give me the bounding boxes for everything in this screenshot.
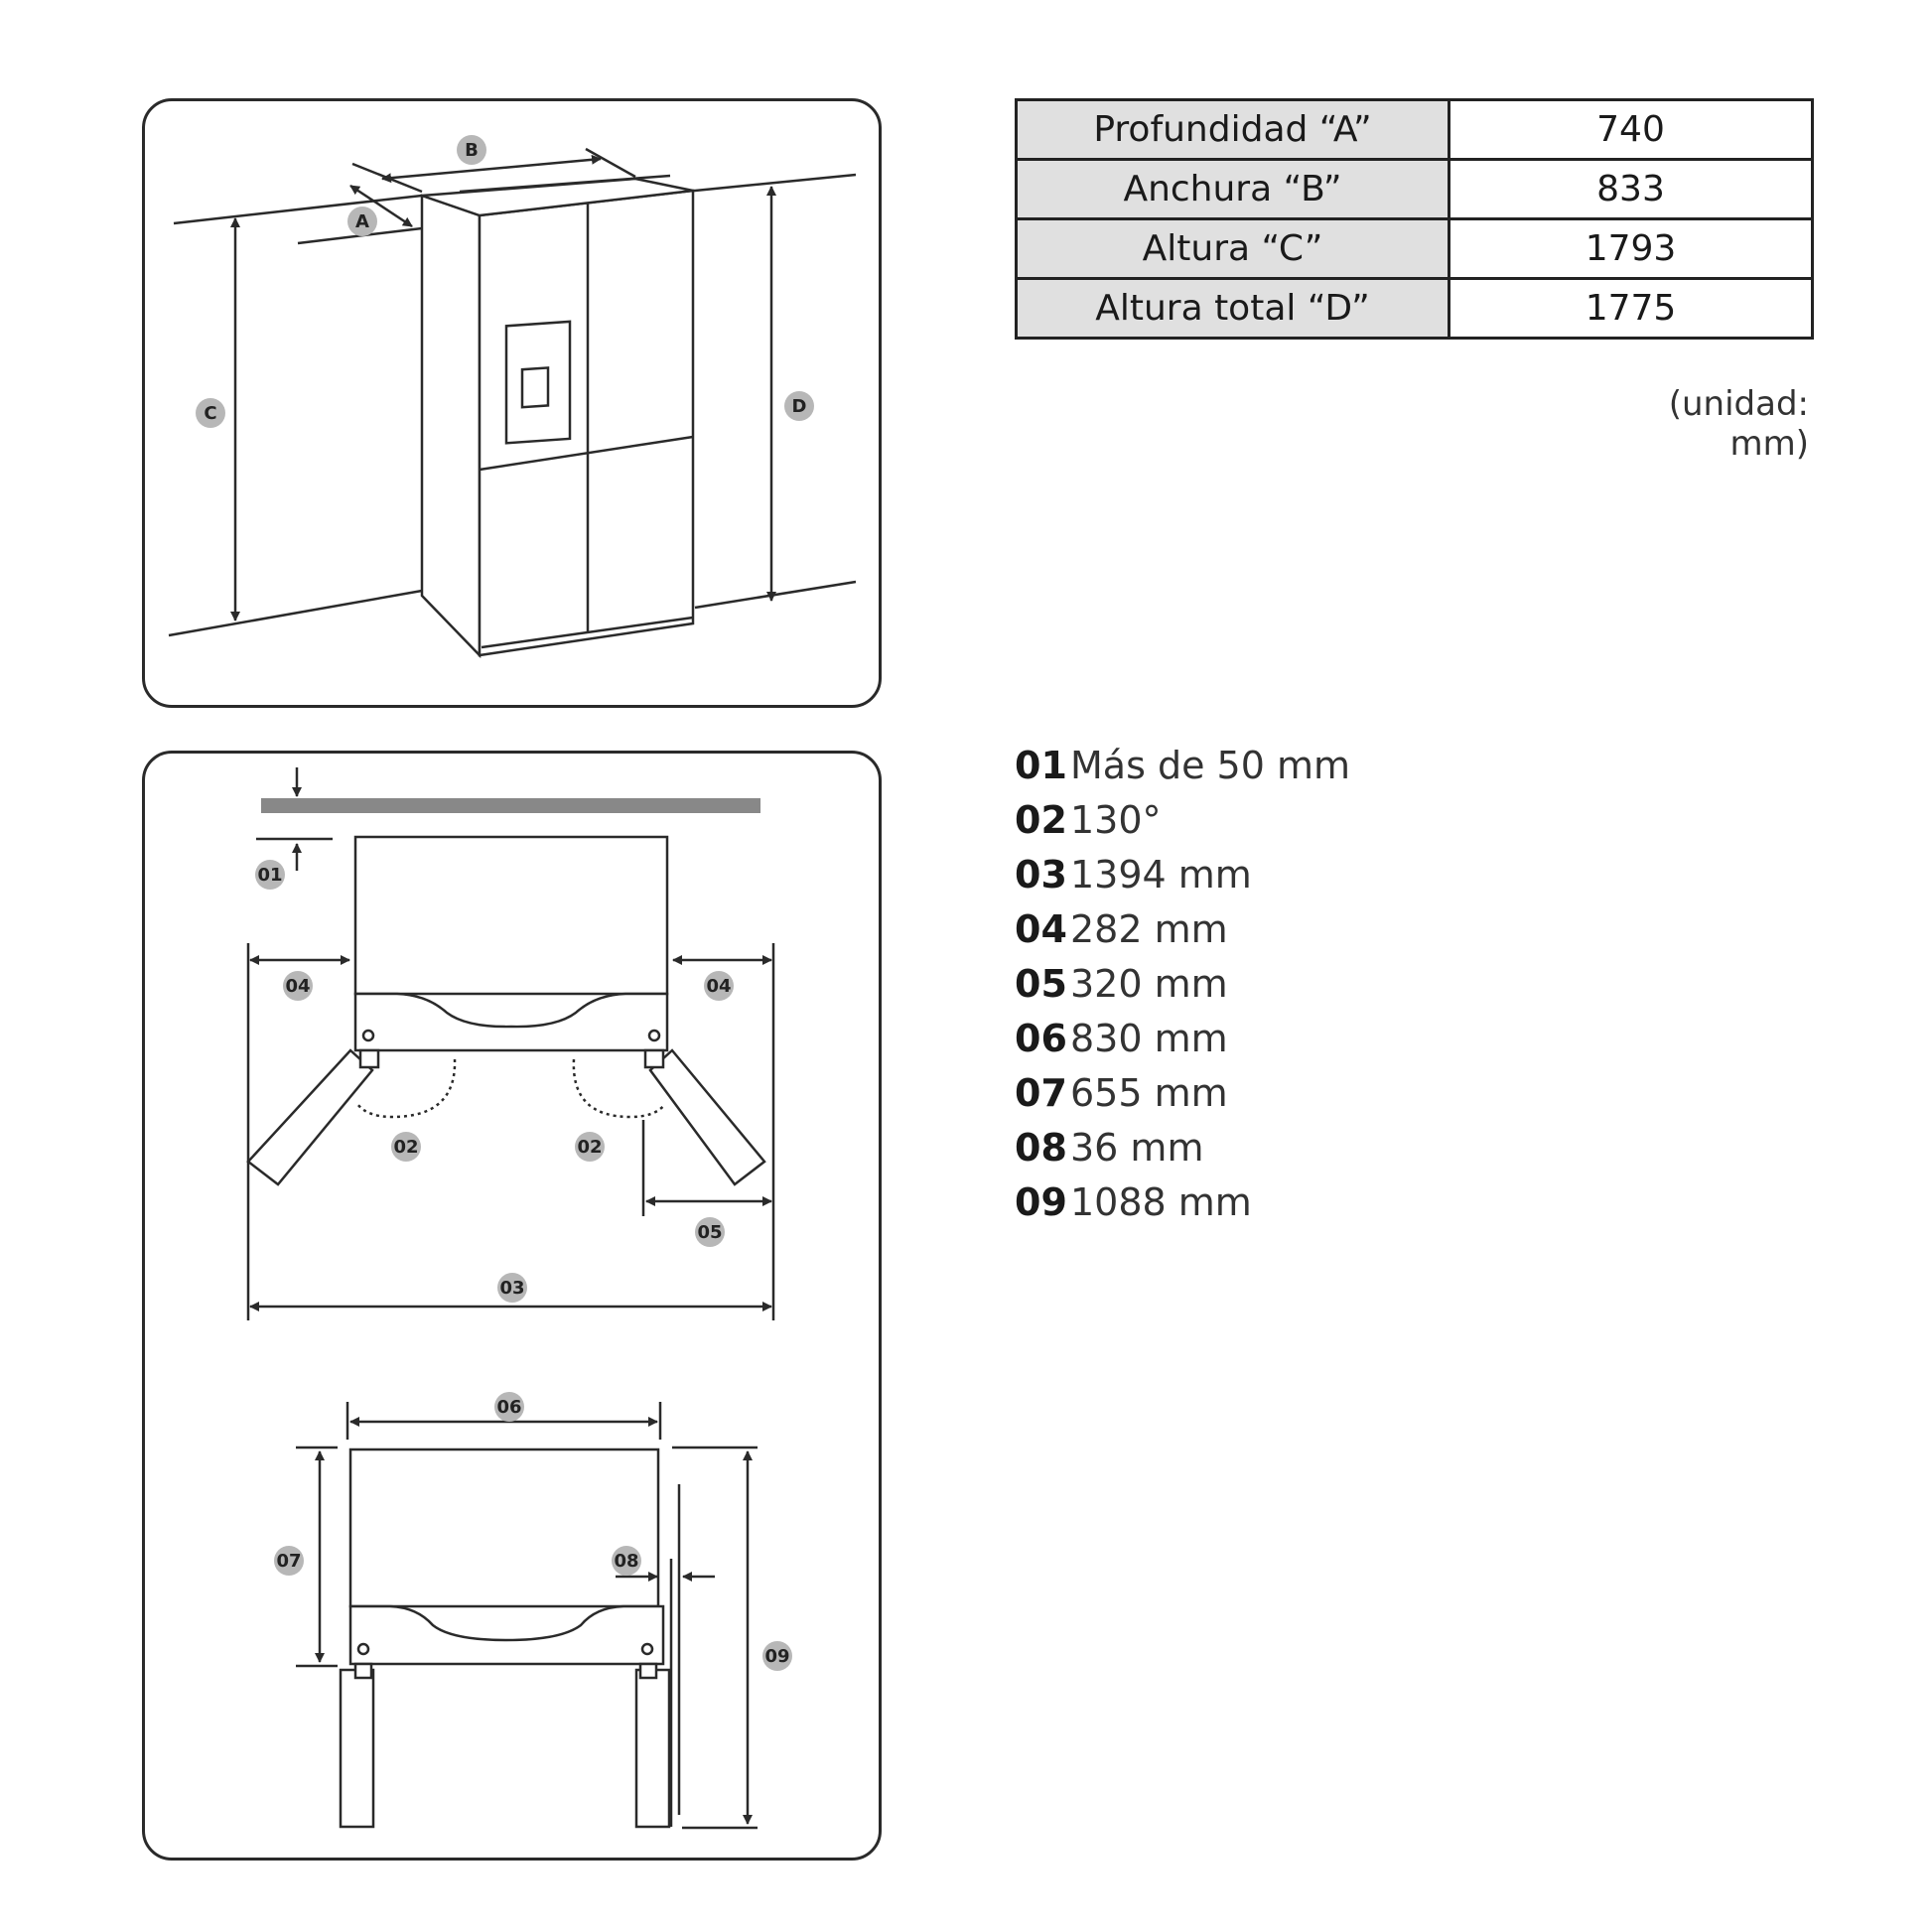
legend-text: 655 mm xyxy=(1070,1071,1228,1115)
fridge-side-view xyxy=(350,1449,658,1606)
dimension-value: 1775 xyxy=(1449,279,1813,339)
legend-item xyxy=(1015,902,1350,957)
dimension-value: 833 xyxy=(1449,160,1813,219)
dimension-label: Altura “C” xyxy=(1017,219,1449,279)
legend-item xyxy=(1015,1012,1350,1066)
label-08: 08 xyxy=(612,1546,641,1576)
label-03: 03 xyxy=(497,1273,527,1303)
label-a: A xyxy=(347,207,377,236)
left-door-side xyxy=(341,1670,373,1827)
right-door-side xyxy=(636,1670,669,1827)
table-row xyxy=(1017,279,1813,339)
legend-item xyxy=(1015,793,1350,848)
label-04-right: 04 xyxy=(704,971,734,1001)
legend-item xyxy=(1015,957,1350,1012)
left-door-open xyxy=(248,1050,372,1184)
legend-item xyxy=(1015,1121,1350,1175)
legend-text: 282 mm xyxy=(1070,907,1228,951)
label-05: 05 xyxy=(695,1217,725,1247)
label-07: 07 xyxy=(274,1546,304,1576)
dimensions-table xyxy=(1015,98,1814,340)
legend-number: 07 xyxy=(1015,1071,1067,1115)
table-row xyxy=(1017,160,1813,219)
dimension-value: 1793 xyxy=(1449,219,1813,279)
dim-b-arrow xyxy=(382,159,601,179)
dimension-value: 740 xyxy=(1449,100,1813,160)
legend-number: 01 xyxy=(1015,744,1067,787)
label-d: D xyxy=(784,391,814,421)
label-04-left: 04 xyxy=(283,971,313,1001)
legend xyxy=(1015,739,1350,1230)
fridge-top-view xyxy=(355,837,667,994)
legend-item xyxy=(1015,739,1350,793)
legend-text: 1394 mm xyxy=(1070,853,1252,897)
legend-item xyxy=(1015,848,1350,902)
legend-item xyxy=(1015,1175,1350,1230)
label-09: 09 xyxy=(762,1641,792,1671)
legend-text: 130° xyxy=(1070,798,1162,842)
legend-number: 02 xyxy=(1015,798,1067,842)
legend-number: 08 xyxy=(1015,1126,1067,1170)
floor-line-right xyxy=(695,582,856,608)
table-row xyxy=(1017,100,1813,160)
dimension-label: Anchura “B” xyxy=(1017,160,1449,219)
table-row xyxy=(1017,219,1813,279)
wall-bar xyxy=(261,798,760,813)
legend-item xyxy=(1015,1066,1350,1121)
label-c: C xyxy=(196,398,225,428)
legend-number: 04 xyxy=(1015,907,1067,951)
dimension-label: Profundidad “A” xyxy=(1017,100,1449,160)
fridge-outline xyxy=(422,176,693,655)
label-02-right: 02 xyxy=(575,1132,605,1162)
legend-text: 1088 mm xyxy=(1070,1180,1252,1224)
label-01: 01 xyxy=(255,860,285,890)
label-b: B xyxy=(457,135,486,165)
right-door-open xyxy=(650,1050,764,1184)
label-06: 06 xyxy=(494,1392,524,1422)
dimension-label: Altura total “D” xyxy=(1017,279,1449,339)
legend-number: 03 xyxy=(1015,853,1067,897)
legend-number: 06 xyxy=(1015,1017,1067,1060)
unit-note: (unidad: mm) xyxy=(1668,384,1809,464)
legend-text: Más de 50 mm xyxy=(1070,744,1350,787)
legend-number: 09 xyxy=(1015,1180,1067,1224)
floor-line-left xyxy=(169,591,422,635)
legend-text: 36 mm xyxy=(1070,1126,1204,1170)
legend-number: 05 xyxy=(1015,962,1067,1006)
legend-text: 320 mm xyxy=(1070,962,1228,1006)
legend-text: 830 mm xyxy=(1070,1017,1228,1060)
label-02-left: 02 xyxy=(391,1132,421,1162)
